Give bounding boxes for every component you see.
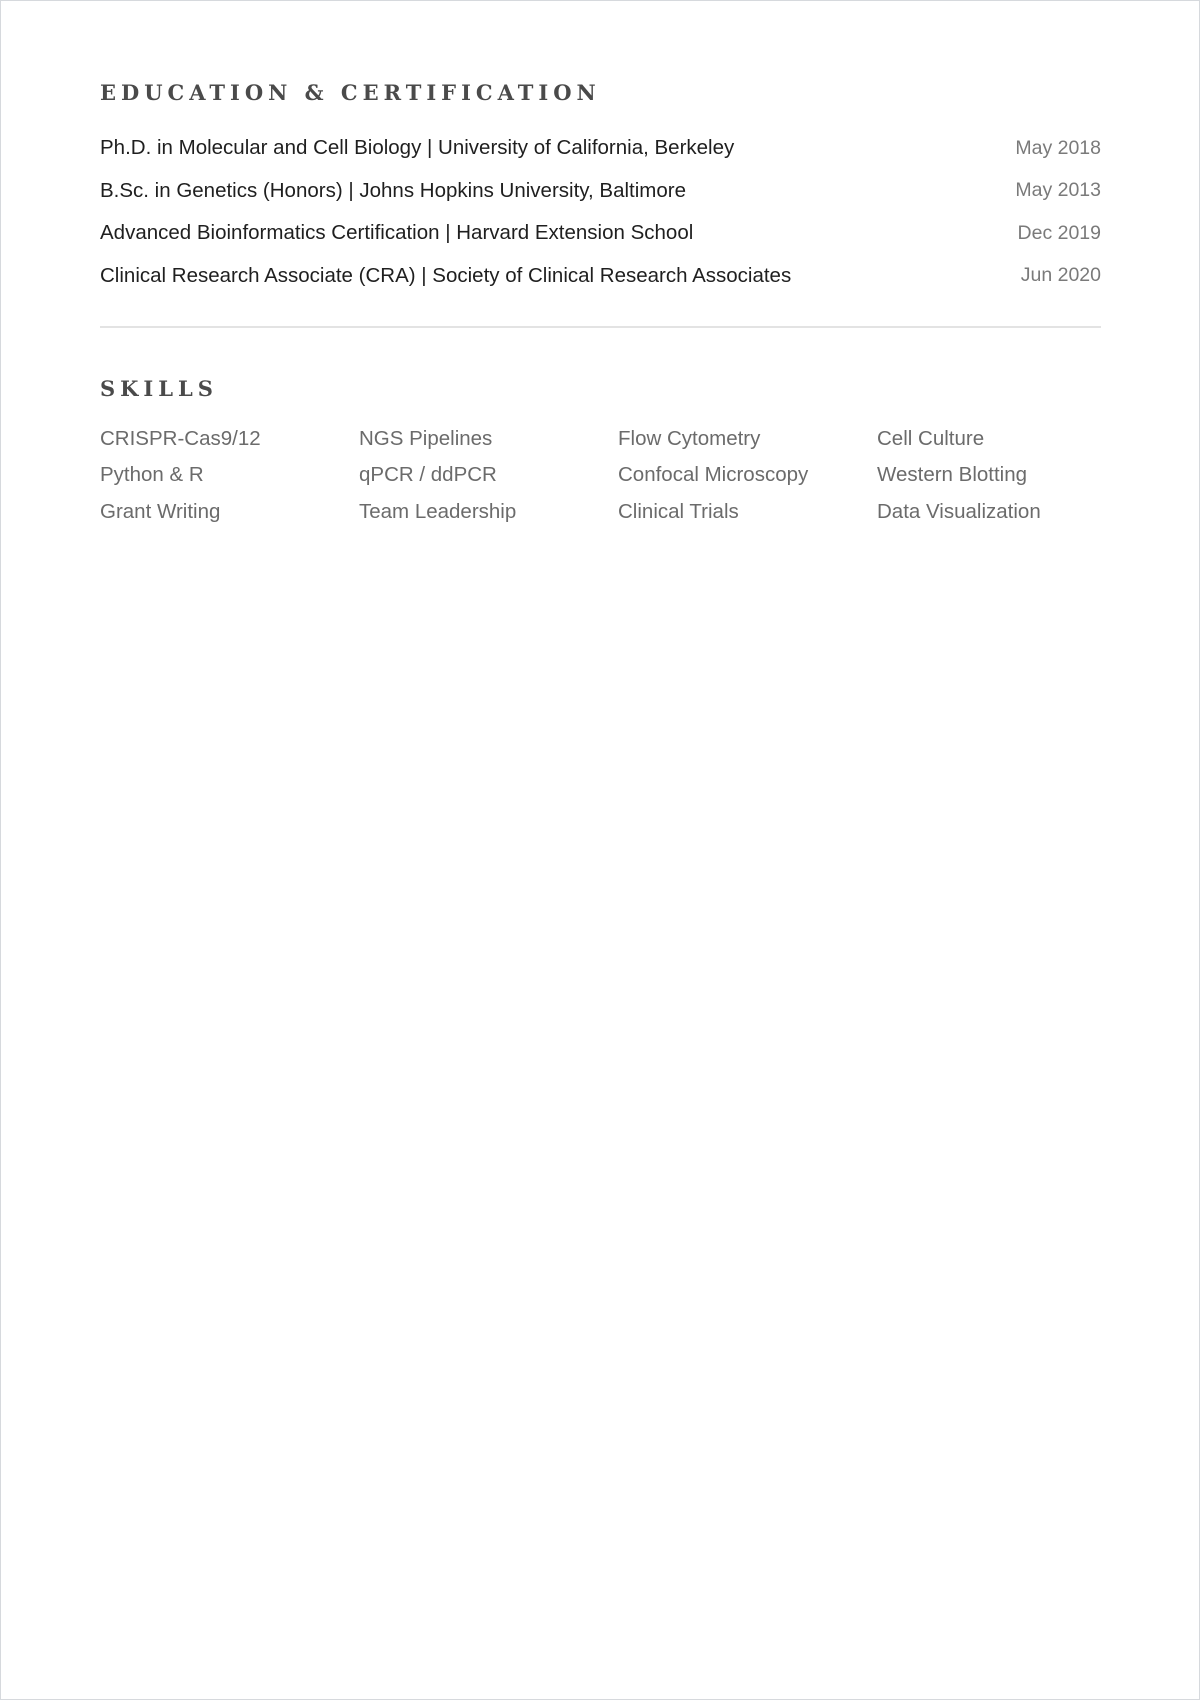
education-item [100, 170, 1101, 213]
education-item [100, 212, 1101, 255]
education-title: Clinical Research Associate (CRA) | Society of Clinical Research Associates [100, 263, 792, 287]
education-date: Dec 2019 [1017, 221, 1101, 244]
skill-item: Flow Cytometry [618, 427, 761, 450]
section-divider [100, 326, 1101, 328]
skill-item: NGS Pipelines [359, 427, 493, 450]
skills-heading: SKILLS [100, 376, 218, 401]
skill-item: Data Visualization [877, 499, 1041, 523]
education-date: May 2013 [1015, 179, 1101, 202]
education-title: Ph.D. in Molecular and Cell Biology | University of California, Berkeley [100, 136, 735, 160]
skills-grid [100, 421, 1101, 530]
education-date: May 2018 [1015, 136, 1101, 159]
education-item [100, 127, 1101, 170]
education-list [100, 127, 1101, 297]
skill-item: Grant Writing [100, 499, 221, 523]
skill-item: Cell Culture [877, 427, 985, 450]
skill-item: CRISPR-Cas9/12 [100, 427, 261, 450]
skill-item: qPCR / ddPCR [359, 463, 497, 487]
education-title: Advanced Bioinformatics Certification | Harvard Extension School [100, 221, 694, 245]
skill-item: Confocal Microscopy [618, 463, 809, 487]
skill-item: Python & R [100, 463, 204, 487]
skill-item: Clinical Trials [618, 499, 739, 523]
education-heading: EDUCATION & CERTIFICATION [100, 80, 601, 105]
education-title: B.Sc. in Genetics (Honors) | Johns Hopkins University, Baltimore [100, 178, 686, 202]
skill-item: Western Blotting [877, 463, 1028, 487]
skill-item: Team Leadership [359, 499, 517, 523]
education-date: Jun 2020 [1020, 264, 1101, 287]
education-item [100, 255, 1101, 298]
